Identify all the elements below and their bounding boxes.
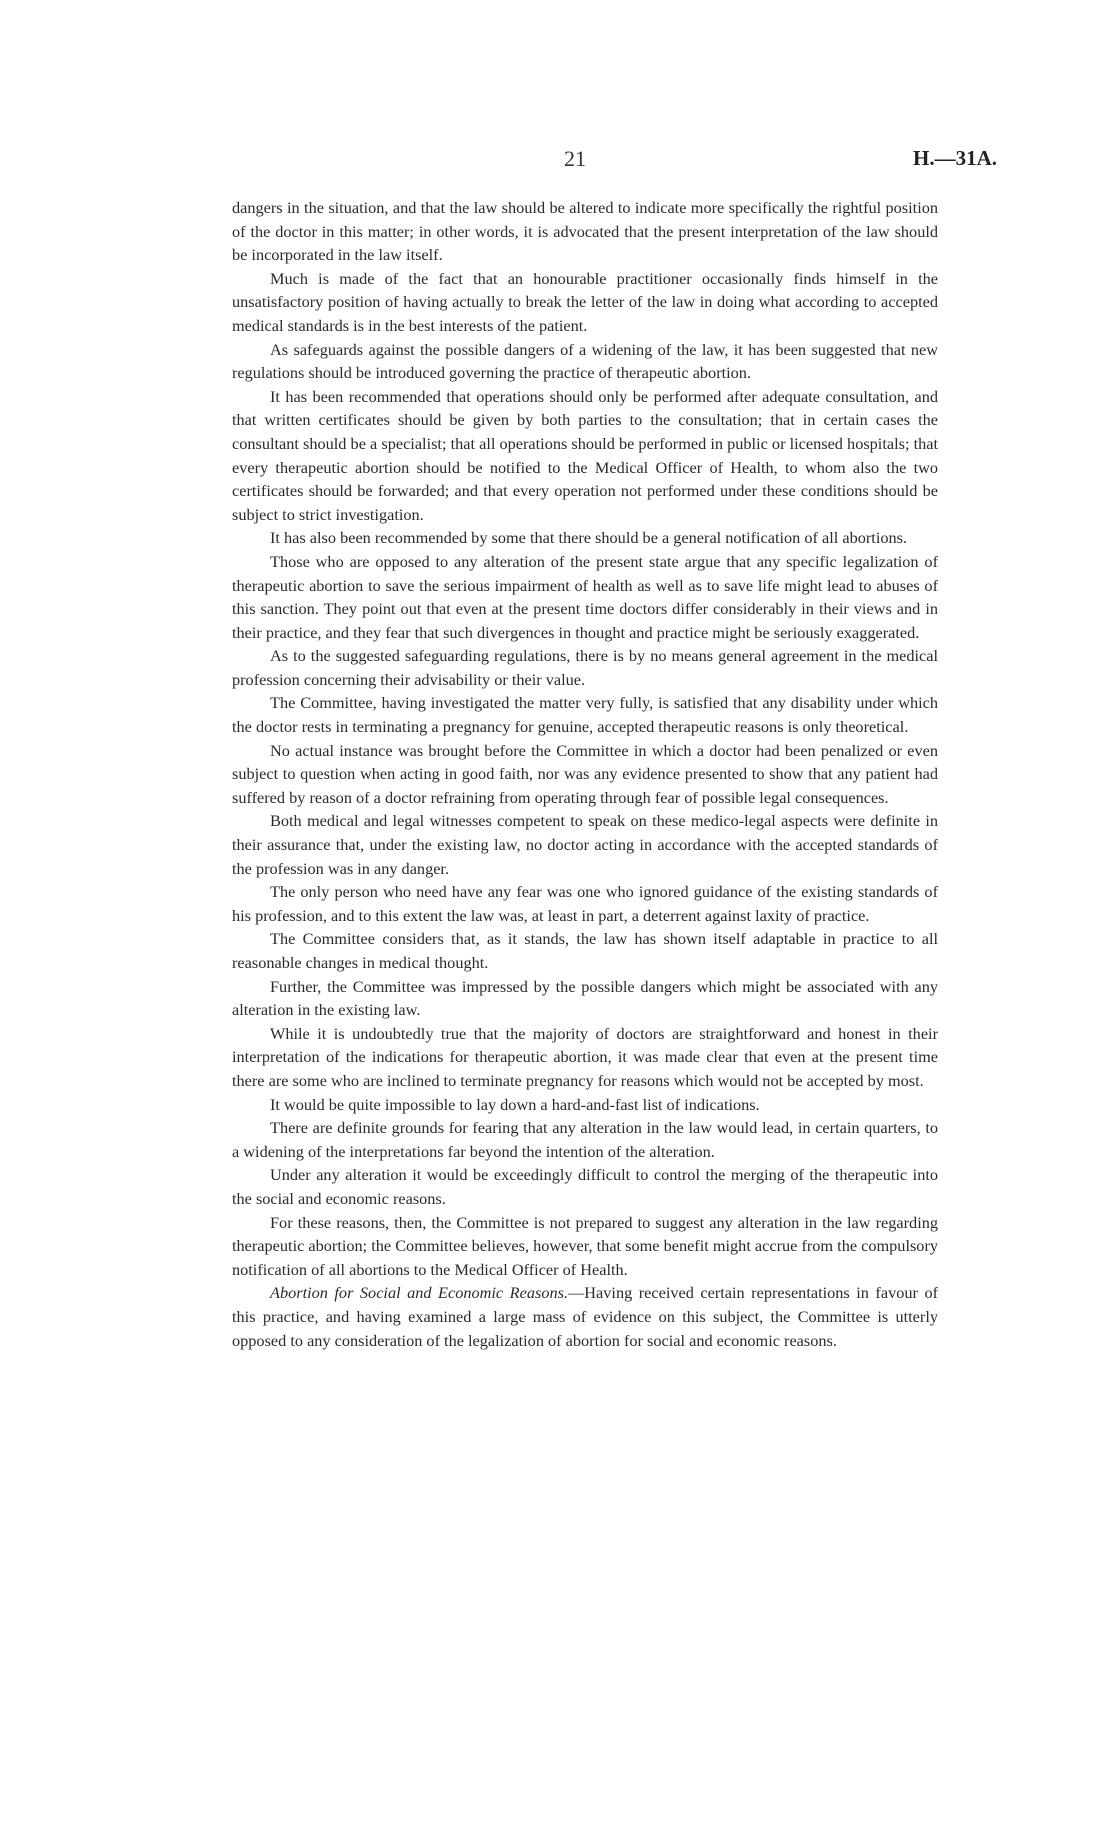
paragraph: The only person who need have any fear was one who ignored guidance of the existing standards of his profession, and to this extent the law was, at least in part, a deterrent against laxity of practice. — [232, 882, 938, 925]
paragraph: Both medical and legal witnesses competent to speak on these medico-legal aspects were definite in their assurance that, under the existing law, no doctor acting in accordance with the accepted standards of the profession was in any danger. — [232, 811, 938, 878]
paragraph: As to the suggested safeguarding regulations, there is by no means general agreement in the medical profession concerning their advisability or their value. — [232, 646, 938, 689]
paragraph: It has been recommended that operations should only be performed after adequate consultation, and that written certificates should be given by both parties to the consultation; that in certain cases the consultant should be a specialist; that all operations should be performed in public or licensed hospitals; that every therapeutic abortion should be notified to the Medical Officer of Health, to whom also the two certificates should be forwarded; and that every operation not performed under these conditions should be subject to strict investigation. — [232, 386, 938, 524]
paragraph: Those who are opposed to any alteration of the present state argue that any specific legalization of therapeutic abortion to save the serious impairment of health as well as to save life might lead to abuses of this sanction. They point out that even at the present time doctors differ considerably in their views and in their practice, and they fear that such divergences in thought and practice might be seriously exaggerated. — [232, 551, 938, 642]
section-heading: Abortion for Social and Economic Reasons. — [270, 1283, 569, 1303]
paragraph: As safeguards against the possible dangers of a widening of the law, it has been suggested that new regulations should be introduced governing the practice of therapeutic abortion. — [232, 339, 938, 383]
paragraph: It would be quite impossible to lay down a hard-and-fast list of indications. — [270, 1094, 760, 1114]
final-paragraph — [232, 1281, 938, 1352]
paragraph: The Committee, having investigated the matter very fully, is satisfied that any disability under which the doctor rests in terminating a pregnancy for genuine, accepted therapeutic reasons is only theoretical. — [232, 693, 938, 737]
body-text — [232, 196, 938, 1352]
page-header — [0, 146, 1114, 176]
paragraph: There are definite grounds for fearing that any alteration in the law would lead, in certain quarters, to a widening of the interpretations far beyond the intention of the alteration. — [232, 1118, 938, 1161]
document-reference: H.—31A. — [913, 146, 997, 170]
paragraph: Further, the Committee was impressed by the possible dangers which might be associated with any alteration in the existing law. — [232, 976, 938, 1020]
paragraph: While it is undoubtedly true that the majority of doctors are straightforward and honest in their interpretation of the indications for therapeutic abortion, it was made clear that even at the present time there are some who are inclined to terminate pregnancy for reasons which would not be accepted by most. — [232, 1023, 938, 1090]
final-paragraph-text: —Having received certain representations in favour of this practice, and having examined a large mass of evidence on this subject, the Committee is utterly opposed to any consideration of the legalization of abortion for social and economic reasons. — [232, 1283, 939, 1350]
paragraph: The Committee considers that, as it stands, the law has shown itself adaptable in practice to all reasonable changes in medical thought. — [232, 929, 938, 972]
paragraph: No actual instance was brought before the Committee in which a doctor had been penalized or even subject to question when acting in good faith, nor was any evidence presented to show that any patient had suffered by reason of a doctor refraining from operating through fear of possible legal consequences. — [232, 740, 938, 807]
paragraph: For these reasons, then, the Committee is not prepared to suggest any alteration in the law regarding therapeutic abortion; the Committee believes, however, that some benefit might accrue from the compulsory notification of all abortions to the Medical Officer of Health. — [232, 1212, 939, 1279]
page-number: 21 — [564, 146, 586, 171]
paragraph: Much is made of the fact that an honourable practitioner occasionally finds himself in the unsatisfactory position of having actually to break the letter of the law in doing what according to accepted medical standards is in the best interests of the patient. — [232, 268, 938, 335]
paragraph: It has also been recommended by some that there should be a general notification of all abortions. — [270, 528, 908, 548]
paragraph: dangers in the situation, and that the law should be altered to indicate more specifically the rightful position of the doctor in this matter; in other words, it is advocated that the present interpretation of the law should be incorporated in the law itself. — [232, 198, 938, 265]
paragraph: Under any alteration it would be exceedingly difficult to control the merging of the therapeutic into the social and economic reasons. — [232, 1165, 938, 1208]
